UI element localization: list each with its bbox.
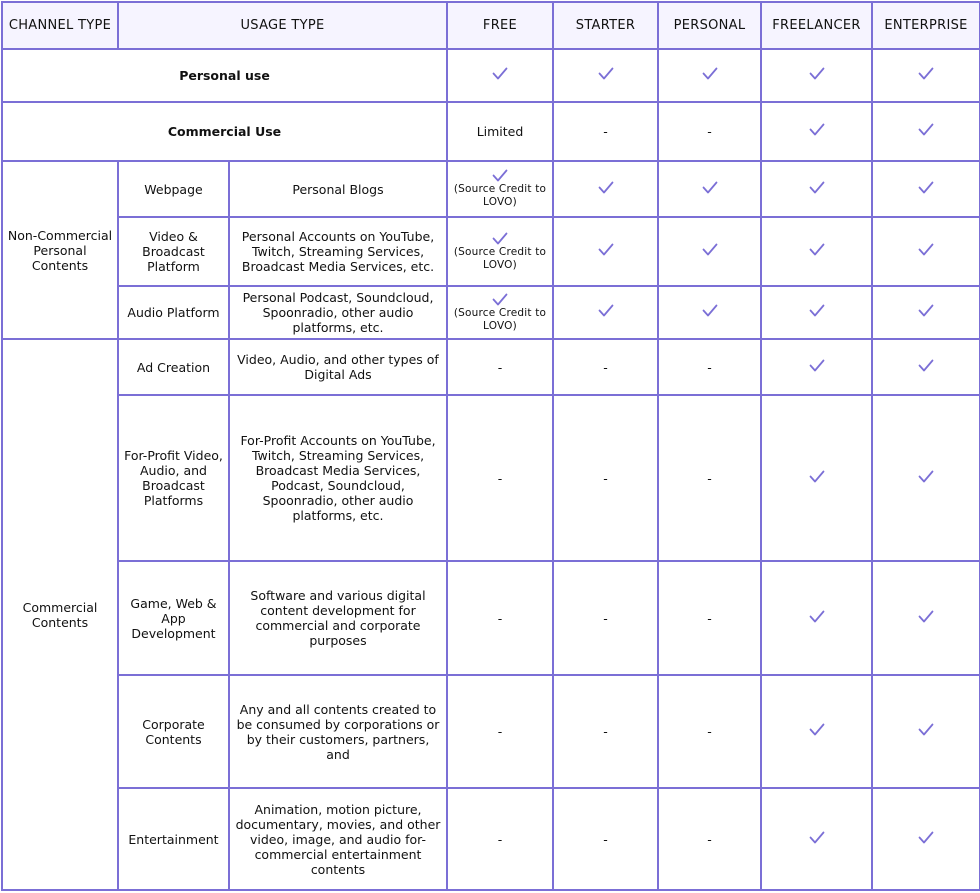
channel-label: Corporate Contents (118, 675, 229, 788)
cell-free (447, 102, 553, 161)
dash-text: - (707, 470, 712, 486)
header-freelancer: FREELANCER (761, 2, 872, 49)
check-icon (809, 723, 825, 737)
header-usage-type: USAGE TYPE (118, 2, 447, 49)
channel-label: Video & Broadcast Platform (118, 217, 229, 286)
license-usage-table (1, 1, 980, 891)
cell-freelancer (761, 675, 872, 788)
table-row (2, 788, 980, 890)
cell-freelancer (761, 217, 872, 286)
check-icon (918, 831, 934, 845)
dash-text: - (497, 610, 503, 626)
table-row (2, 102, 980, 161)
table-row (2, 561, 980, 675)
table-row (2, 161, 980, 217)
check-icon (809, 123, 825, 137)
header-row (2, 2, 980, 49)
dash-text: - (707, 831, 712, 847)
header-enterprise: ENTERPRISE (872, 2, 980, 49)
usage-label: Personal Podcast, Soundcloud, Spoonradio, other audio platforms, etc. (229, 286, 447, 339)
check-icon (918, 181, 934, 195)
cell-enterprise (872, 561, 980, 675)
cell-enterprise (872, 395, 980, 561)
cell-starter (553, 675, 658, 788)
check-with-note (452, 293, 548, 333)
limited-text: Limited (476, 124, 524, 139)
cell-starter (553, 217, 658, 286)
usage-label: Any and all contents created to be consumed by corporations or by their customers, partners, and (229, 675, 447, 788)
commercial-use-label: Commercial Use (2, 102, 447, 161)
cell-personal (658, 286, 761, 339)
check-icon (702, 67, 718, 81)
check-icon (918, 723, 934, 737)
cell-enterprise (872, 286, 980, 339)
check-icon (918, 67, 934, 81)
cell-free (447, 49, 553, 102)
check-icon (809, 831, 825, 845)
check-icon (809, 304, 825, 318)
dash-text: - (707, 724, 712, 739)
cell-personal (658, 217, 761, 286)
cell-personal (658, 161, 761, 217)
usage-label: Video, Audio, and other types of Digital Ads (229, 339, 447, 395)
cell-starter (553, 788, 658, 890)
channel-label: Webpage (118, 161, 229, 217)
cell-freelancer (761, 339, 872, 395)
check-icon (492, 169, 508, 183)
source-credit-note: (Source Credit to LOVO) (453, 245, 547, 271)
header-channel-type: CHANNEL TYPE (2, 2, 118, 49)
dash-text: - (707, 124, 712, 139)
dash-text: - (603, 470, 608, 486)
check-icon (809, 470, 825, 484)
dash-text: - (603, 831, 608, 847)
group-label: Non-Commercial Personal Contents (2, 161, 118, 339)
table-row (2, 339, 980, 395)
dash-text: - (497, 359, 503, 375)
cell-free (447, 395, 553, 561)
cell-personal (658, 339, 761, 395)
table-row (2, 395, 980, 561)
check-icon (809, 359, 825, 373)
source-credit-note: (Source Credit to LOVO) (453, 183, 547, 208)
cell-enterprise (872, 675, 980, 788)
cell-free (447, 339, 553, 395)
source-credit-note: (Source Credit to LOVO) (453, 306, 547, 332)
check-icon (918, 304, 934, 318)
cell-freelancer (761, 395, 872, 561)
cell-freelancer (761, 161, 872, 217)
dash-text: - (707, 359, 712, 375)
dash-text: - (497, 831, 503, 847)
cell-personal (658, 102, 761, 161)
header-starter: STARTER (553, 2, 658, 49)
cell-free (447, 286, 553, 339)
check-icon (918, 610, 934, 624)
group-label: Commercial Contents (2, 339, 118, 890)
cell-free (447, 788, 553, 890)
cell-enterprise (872, 339, 980, 395)
cell-enterprise (872, 161, 980, 217)
check-icon (492, 67, 508, 81)
check-icon (598, 181, 614, 195)
cell-starter (553, 102, 658, 161)
cell-starter (553, 561, 658, 675)
dash-text: - (497, 470, 503, 486)
channel-label: Game, Web & App Development (118, 561, 229, 675)
check-with-note (452, 232, 548, 272)
header-free: FREE (447, 2, 553, 49)
cell-freelancer (761, 286, 872, 339)
usage-label: Software and various digital content development for commercial and corporate purposes (229, 561, 447, 675)
check-icon (809, 610, 825, 624)
cell-free (447, 161, 553, 217)
check-icon (918, 123, 934, 137)
cell-personal (658, 675, 761, 788)
cell-free (447, 561, 553, 675)
cell-freelancer (761, 561, 872, 675)
table-row (2, 217, 980, 286)
channel-label: Entertainment (118, 788, 229, 890)
check-with-note (452, 169, 548, 209)
channel-label: Ad Creation (118, 339, 229, 395)
table-row (2, 675, 980, 788)
cell-starter (553, 49, 658, 102)
check-icon (702, 181, 718, 195)
cell-freelancer (761, 788, 872, 890)
cell-starter (553, 395, 658, 561)
check-icon (492, 232, 508, 246)
dash-text: - (707, 610, 712, 626)
cell-starter (553, 339, 658, 395)
check-icon (809, 67, 825, 81)
cell-freelancer (761, 102, 872, 161)
usage-label: Personal Blogs (229, 161, 447, 217)
dash-text: - (497, 724, 503, 739)
usage-label: Animation, motion picture, documentary, movies, and other video, image, and audio for-commercial entertainment contents (229, 788, 447, 890)
cell-free (447, 217, 553, 286)
cell-enterprise (872, 217, 980, 286)
dash-text: - (603, 124, 608, 139)
cell-starter (553, 286, 658, 339)
dash-text: - (603, 610, 608, 626)
table-row (2, 49, 980, 102)
table-row (2, 286, 980, 339)
check-icon (598, 243, 614, 257)
dash-text: - (603, 724, 608, 739)
cell-starter (553, 161, 658, 217)
cell-personal (658, 561, 761, 675)
channel-label: Audio Platform (118, 286, 229, 339)
check-icon (918, 359, 934, 373)
cell-personal (658, 788, 761, 890)
usage-label: Personal Accounts on YouTube, Twitch, Streaming Services, Broadcast Media Services, etc. (229, 217, 447, 286)
header-personal: PERSONAL (658, 2, 761, 49)
cell-personal (658, 395, 761, 561)
usage-label: For-Profit Accounts on YouTube, Twitch, Streaming Services, Broadcast Media Services, Podcast, Soundcloud, Spoonradio, other audio platforms, etc. (229, 395, 447, 561)
cell-freelancer (761, 49, 872, 102)
check-icon (492, 293, 508, 307)
cell-enterprise (872, 102, 980, 161)
check-icon (598, 304, 614, 318)
check-icon (809, 243, 825, 257)
check-icon (702, 304, 718, 318)
check-icon (598, 67, 614, 81)
personal-use-label: Personal use (2, 49, 447, 102)
check-icon (918, 470, 934, 484)
cell-free (447, 675, 553, 788)
cell-enterprise (872, 788, 980, 890)
cell-enterprise (872, 49, 980, 102)
check-icon (702, 243, 718, 257)
channel-label: For-Profit Video, Audio, and Broadcast Platforms (118, 395, 229, 561)
check-icon (809, 181, 825, 195)
dash-text: - (603, 359, 608, 375)
check-icon (918, 243, 934, 257)
cell-personal (658, 49, 761, 102)
